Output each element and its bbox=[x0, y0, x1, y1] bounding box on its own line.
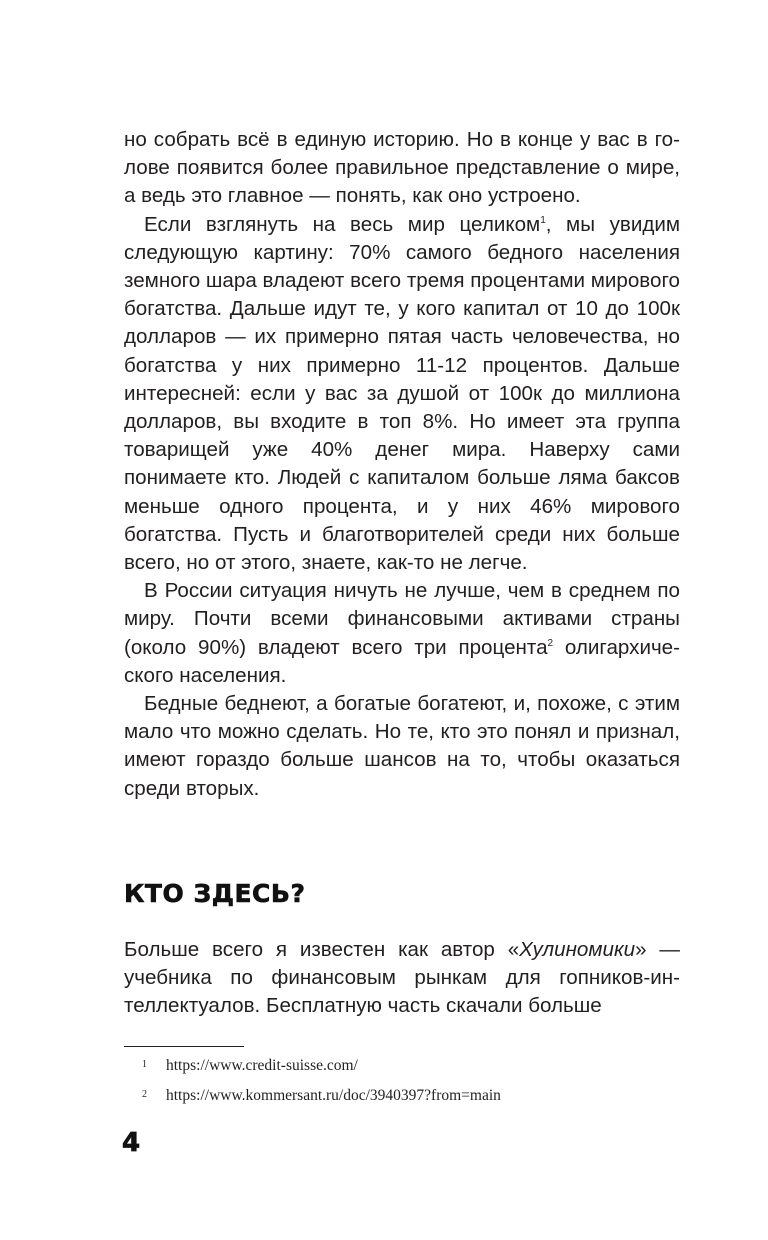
paragraph-russia bbox=[124, 577, 680, 690]
book-title-italic: Хулиномики bbox=[519, 938, 636, 961]
section-heading: КТО ЗДЕСЬ? bbox=[124, 879, 306, 908]
footnote-1 bbox=[124, 1052, 680, 1082]
paragraph-text: Больше всего я известен как автор « bbox=[124, 938, 520, 961]
paragraph-text: Бедные беднеют, а богатые богатеют, и, похоже, с этим мало что можно сделать. Но те, кто это понял и признал, имеют гораздо больше шансов на то, чтобы оказаться среди вторых. bbox=[124, 692, 680, 800]
paragraph-continuation bbox=[124, 126, 680, 211]
footnote-number: 2 bbox=[142, 1089, 147, 1100]
footnotes bbox=[124, 1052, 680, 1112]
page-number: 4 bbox=[122, 1128, 141, 1158]
body-text-after-heading bbox=[124, 936, 680, 1021]
footnote-ref-2: 2 bbox=[547, 637, 554, 649]
body-text-top bbox=[124, 126, 680, 803]
paragraph-world-wealth bbox=[124, 211, 680, 578]
paragraph-text: олигархического населения. bbox=[124, 635, 680, 687]
footnote-number: 1 bbox=[142, 1059, 147, 1070]
paragraph-text: , мы увидим следующую картину: 70% самого бедного населения земного шара владеют всего тремя процентами мирового богатства. Дальше идут те, у кого капитал от 10 до 100к долларов — их примерно пятая часть человечества, но богатства у них примерно 11-12 процентов. Дальше интересней: если у вас за душой от 100к до миллиона долларов, вы входите в топ 8%. Но имеет эта группа товарищей уже 40% денег мира. Наверху сами понимаете кто. Людей с капиталом больше ляма баксов меньше одного процента, и у них 46% мирового богатства. Пусть и благотворителей среди них больше всего, но от этого, знаете, как-то не легче. bbox=[124, 212, 680, 575]
paragraph-text: но собрать всё в единую историю. Но в конце у вас в голове появится более правильное представление о мире, а ведь это главное — понять, как оно устроено. bbox=[124, 128, 680, 208]
paragraph-text: В России ситуация ничуть не лучше, чем в среднем по миру. Почти всеми финансовыми активами страны (около 90%) владеют всего три процента bbox=[124, 579, 680, 659]
paragraph-conclusion bbox=[124, 690, 680, 803]
paragraph-text: » — учебника по финансовым рынкам для гопников-интеллектуалов. Бесплатную часть скачали больше bbox=[124, 938, 680, 1018]
paragraph-text: Если взглянуть на весь мир целиком bbox=[144, 212, 541, 236]
paragraph-author bbox=[124, 936, 680, 1021]
footnote-ref-1: 1 bbox=[540, 214, 546, 226]
footnote-divider bbox=[124, 1046, 244, 1047]
footnote-link[interactable]: https://www.kommersant.ru/doc/3940397?from=main bbox=[166, 1087, 501, 1104]
footnote-2 bbox=[124, 1082, 680, 1112]
footnote-link[interactable]: https://www.credit-suisse.com/ bbox=[166, 1057, 358, 1074]
